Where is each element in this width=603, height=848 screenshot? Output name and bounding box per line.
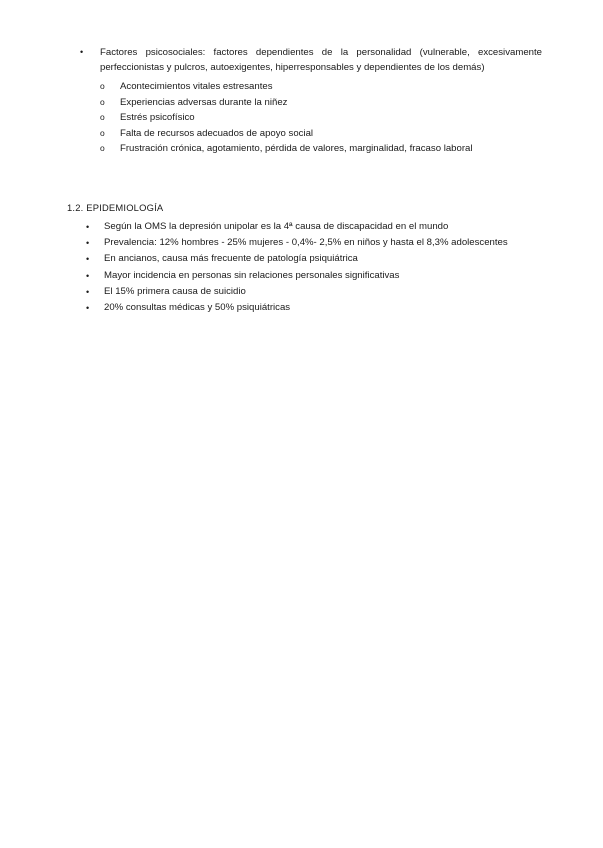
factores-sub-list [78, 79, 542, 157]
factores-psicosociales-text: Factores psicosociales: factores dependientes de la personalidad (vulnerable, excesivamente perfeccionistas y pulcros, autoexigentes, hiperresponsables y dependientes de los demás) [100, 47, 542, 73]
bullet-icon: • [86, 270, 90, 281]
epidemiologia-list [67, 219, 547, 316]
sub-item-text: Estrés psicofísico [120, 112, 195, 123]
list-item [67, 284, 547, 300]
factores-psicosociales-item [78, 45, 542, 75]
circle-bullet-icon: o [100, 112, 105, 122]
list-item [78, 126, 542, 142]
circle-bullet-icon: o [100, 127, 105, 138]
list-item [67, 219, 547, 235]
section-heading: 1.2. EPIDEMIOLOGÍA [67, 202, 164, 213]
list-item [78, 95, 542, 111]
list-item [67, 300, 547, 316]
epidemiologia-section [67, 201, 547, 316]
epidemiologia-item-text: Según la OMS la depresión unipolar es la 4ª causa de discapacidad en el mundo [104, 221, 449, 232]
epidemiologia-item-text: En ancianos, causa más frecuente de patología psiquiátrica [104, 253, 358, 265]
list-item [78, 141, 542, 157]
bullet-icon: • [80, 47, 84, 57]
bullet-icon: • [86, 286, 90, 297]
epidemiologia-item-text: Mayor incidencia en personas sin relaciones personales significativas [104, 269, 400, 281]
sub-item-text: Frustración crónica, agotamiento, pérdida de valores, marginalidad, fracaso laboral [120, 143, 473, 154]
bullet-icon: • [86, 238, 90, 249]
list-item [67, 268, 547, 284]
list-item [78, 79, 542, 95]
epidemiologia-item-text: Prevalencia: 12% hombres - 25% mujeres - 0,4%- 2,5% en niños y hasta el 8,3% adolescentes [104, 237, 508, 249]
list-item [78, 110, 542, 126]
bullet-icon: • [86, 254, 90, 265]
list-item [67, 235, 547, 251]
bullet-icon: • [86, 222, 90, 232]
circle-bullet-icon: o [100, 81, 105, 91]
sub-item-text: Experiencias adversas durante la niñez [120, 96, 288, 108]
list-item [67, 251, 547, 267]
bullet-icon: • [86, 303, 90, 314]
sub-item-text: Falta de recursos adecuados de apoyo social [120, 127, 314, 139]
epidemiologia-item-text: El 15% primera causa de suicidio [104, 285, 246, 297]
circle-bullet-icon: o [100, 143, 105, 153]
sub-item-text: Acontecimientos vitales estresantes [120, 81, 273, 92]
circle-bullet-icon: o [100, 96, 105, 107]
epidemiologia-item-text: 20% consultas médicas y 50% psiquiátricas [104, 302, 291, 314]
factores-section [78, 45, 542, 157]
